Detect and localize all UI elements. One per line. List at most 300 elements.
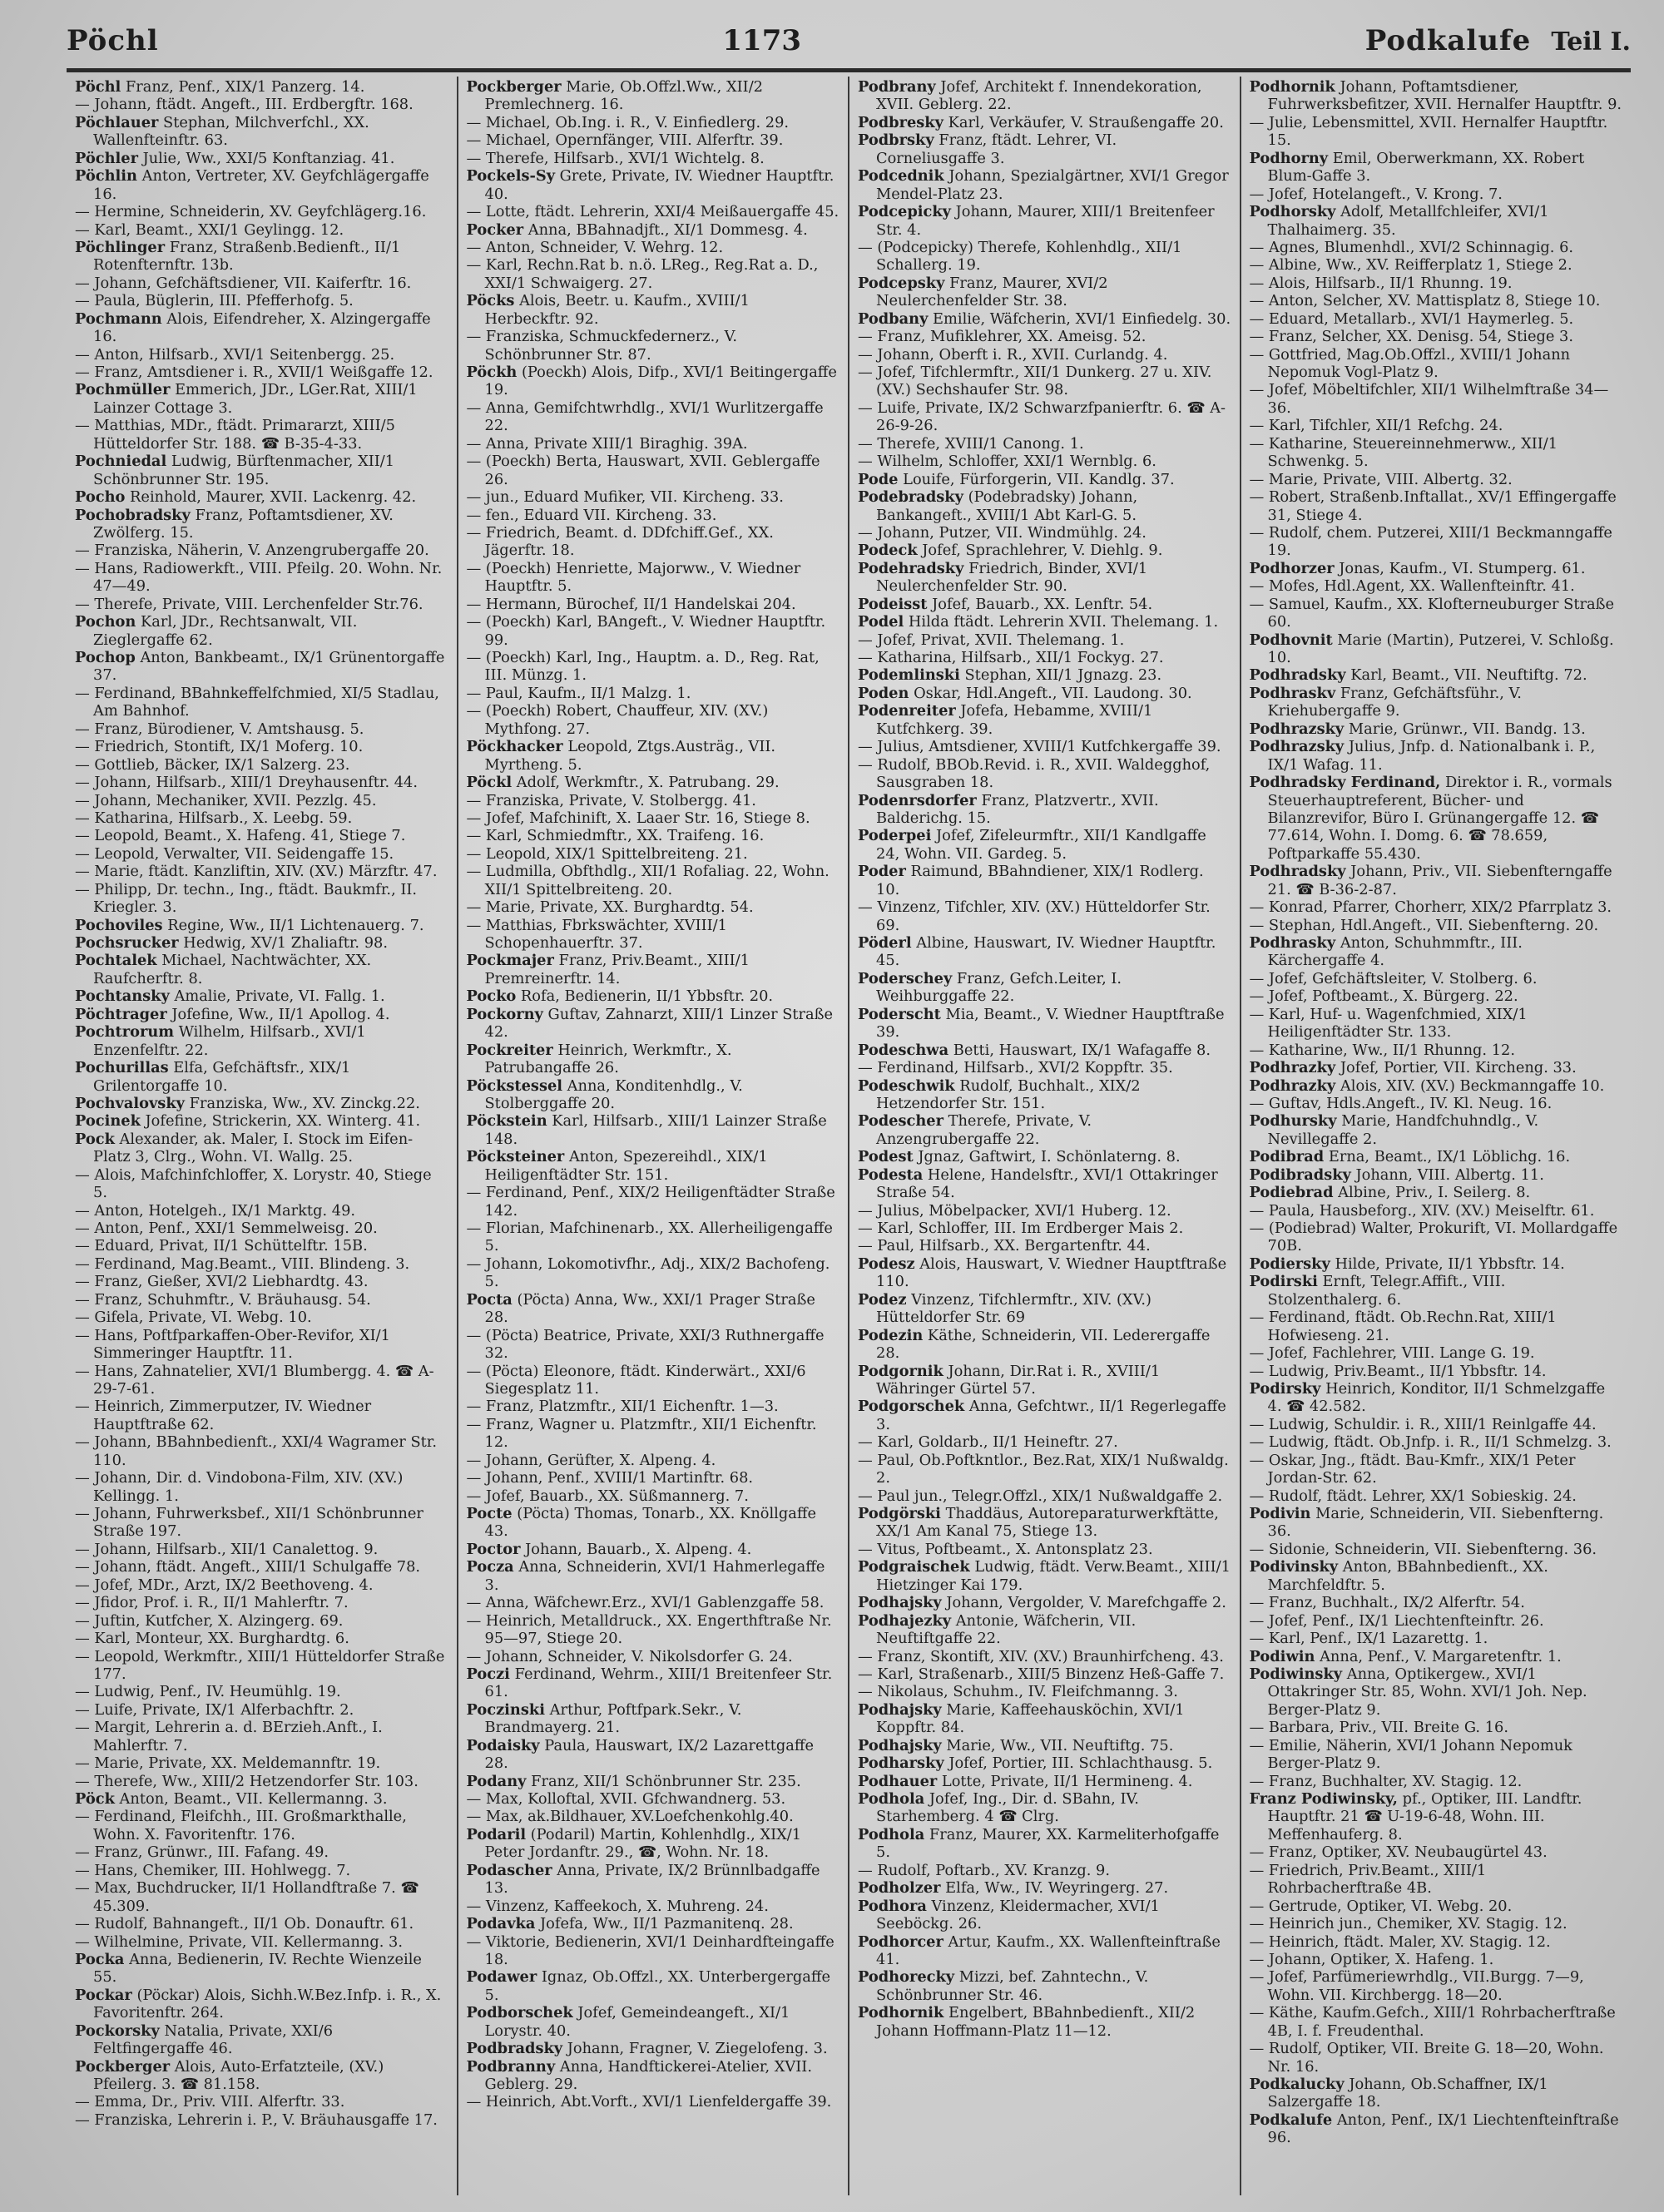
column-4: [1241, 77, 1632, 2195]
entry-surname: Pocza: [466, 1558, 514, 1576]
directory-entry: [467, 827, 840, 844]
entry-surname: Pochsrucker: [75, 934, 179, 952]
directory-entry: [1250, 114, 1623, 150]
entry-details: Anna, Optikergew., XVI/1 Ottakringer Str. 85, Wohn. XVI/1 Joh. Nep. Berger-Platz 9.: [1267, 1665, 1587, 1719]
entry-details: — Heinrich, Metalldruck., XX. Engerthftraße Nr. 95—97, Stiege 20.: [466, 1611, 832, 1648]
entry-details: Ferdinand, Wehrm., XIII/1 Breitenfeer Str. 61.: [484, 1665, 833, 1701]
entry-details: Karl, Hilfsarb., XIII/1 Lainzer Straße 148.: [484, 1112, 827, 1148]
entry-surname: Podcepicky: [858, 203, 951, 221]
entry-details: Adolf, Metallfchleifer, XVI/1 Thalhaimerg. 35.: [1267, 203, 1549, 239]
entry-details: — Heinrich, Zimmerputzer, IV. Wiedner Hauptftraße 62.: [75, 1398, 372, 1433]
directory-entry: [858, 898, 1231, 934]
entry-details: — Marie, Private, XX. Burghardtg. 54.: [466, 898, 754, 917]
directory-entry: [858, 1898, 1231, 1933]
entry-details: Vinzenz, Kleidermacher, XVI/1 Seeböckg. 26.: [876, 1897, 1160, 1933]
entry-surname: Podhradsky: [1249, 666, 1346, 685]
directory-entry: [467, 488, 840, 506]
entry-details: — Rudolf, chem. Putzerei, XIII/1 Beckmanngaffe 19.: [1249, 523, 1612, 560]
entry-details: Anton, Penf., IX/1 Liechtenfteinftraße 96.: [1267, 2111, 1619, 2147]
directory-entry: [858, 1433, 1231, 1451]
directory-entry: [467, 1469, 840, 1487]
directory-entry: [1250, 1433, 1623, 1451]
directory-entry: [858, 1202, 1231, 1220]
directory-entry: [858, 453, 1231, 470]
entry-details: Hedwig, XV/1 Zhaliaftr. 98.: [178, 934, 389, 952]
directory-entry: [75, 1309, 448, 1326]
directory-entry: [858, 1220, 1231, 1237]
directory-entry: [467, 560, 840, 596]
entry-details: Jofef, Portier, III. Schlachthausg. 5.: [943, 1754, 1213, 1773]
entry-details: — (Poeckh) Berta, Hauswart, XVII. Geblergaffe 26.: [466, 453, 820, 488]
entry-details: Jofef, Portier, VII. Kircheng. 33.: [1335, 1059, 1577, 1077]
directory-entry: [467, 649, 840, 685]
entry-details: (Pöcta) Anna, Ww., XXI/1 Prager Straße 28.: [484, 1290, 815, 1327]
directory-entry: [858, 596, 1231, 613]
directory-entry: [858, 1773, 1231, 1790]
entry-details: — Heinrich, Abt.Vorft., XVI/1 Lienfeldergaffe 39.: [466, 2093, 832, 2111]
entry-surname: Podgörski: [858, 1505, 941, 1522]
entry-details: — Anton, Hotelgeh., IX/1 Marktg. 49.: [75, 1201, 356, 1220]
directory-entry: [75, 827, 448, 844]
directory-entry: [75, 1915, 448, 1932]
directory-entry: [467, 1862, 840, 1898]
directory-entry: [1250, 1558, 1623, 1594]
directory-entry: [467, 1808, 840, 1825]
entry-details: Johann, Fragner, V. Ziegelofeng. 3.: [562, 2040, 828, 2058]
entry-surname: Poderpei: [858, 827, 932, 845]
directory-entry: [75, 1843, 448, 1861]
entry-surname: Podhajsky: [858, 1736, 942, 1754]
entry-details: — (Pöcta) Beatrice, Private, XXI/3 Ruthnergaffe 32.: [466, 1326, 825, 1363]
directory-entry: [75, 1273, 448, 1290]
directory-entry: [858, 1968, 1231, 2004]
entry-surname: Podhrasky: [1249, 934, 1336, 952]
entry-details: Anton, Schuhmmftr., III. Kärchergaffe 4.: [1267, 934, 1523, 970]
entry-details: Elfa, Ww., IV. Weyringerg. 27.: [940, 1879, 1169, 1898]
entry-details: — Nikolaus, Schuhm., IV. Fleifchmanng. 3.: [858, 1683, 1178, 1701]
entry-details: Antonie, Wäfcherin, VII. Neuftiftgaffe 22.: [876, 1611, 1137, 1648]
directory-entry: [75, 1505, 448, 1541]
directory-entry: [858, 1042, 1231, 1059]
entry-surname: Pode: [858, 470, 899, 488]
entry-details: Jofef, Sprachlehrer, V. Diehlg. 9.: [917, 542, 1163, 560]
entry-details: Oskar, Hdl.Angeft., VII. Laudong. 30.: [909, 684, 1192, 702]
directory-entry: [75, 1648, 448, 1684]
directory-entry: [858, 1148, 1231, 1165]
entry-surname: Podkalucky: [1249, 2076, 1345, 2093]
directory-entry: [1250, 275, 1623, 292]
directory-entry: [467, 435, 840, 453]
directory-entry: [467, 78, 840, 114]
directory-entry: [75, 1166, 448, 1202]
entry-details: Marie (Martin), Putzerei, V. Schloßg. 10.: [1267, 631, 1614, 666]
entry-details: — Franz, Skontift, XIV. (XV.) Braunhirfcheng. 43.: [858, 1647, 1224, 1665]
directory-entry: [1250, 1184, 1623, 1201]
directory-entry: [858, 1505, 1231, 1541]
entry-details: — Wilhelmine, Private, VII. Kellermanng. 3.: [75, 1932, 403, 1951]
entry-details: — Luife, Private, IX/1 Alferbachftr. 2.: [75, 1700, 354, 1719]
entry-surname: Podest: [858, 1148, 914, 1166]
directory-entry: [467, 1790, 840, 1808]
entry-surname: Podirski: [1249, 1273, 1318, 1291]
directory-entry: [467, 1112, 840, 1148]
directory-entry: [858, 756, 1231, 792]
entry-details: — Jofef, MDr., Arzt, IX/2 Beethoveng. 4.: [75, 1576, 374, 1594]
entry-surname: Pochop: [75, 649, 136, 666]
directory-entry: [1250, 150, 1623, 186]
directory-entry: [75, 1291, 448, 1309]
entry-surname: Pöchlin: [75, 167, 137, 186]
entry-surname: Podhornik: [858, 2004, 944, 2022]
directory-entry: [858, 631, 1231, 649]
entry-surname: Pöchtrager: [75, 1005, 167, 1023]
entry-details: — Friedrich, Beamt. d. DDfchiff.Gef., XX. Jägerftr. 18.: [466, 523, 774, 560]
directory-entry: [75, 167, 448, 203]
directory-entry: [1250, 720, 1623, 738]
directory-entry: [1250, 381, 1623, 417]
entry-details: Heinrich, Werkmftr., X. Patrubangaffe 26.: [484, 1041, 732, 1077]
directory-entry: [1250, 596, 1623, 631]
entry-details: Alois, Eifendreher, X. Alzingergaffe 16.: [93, 309, 431, 346]
directory-entry: [858, 1487, 1231, 1505]
entry-surname: Podhajsky: [858, 1594, 942, 1612]
entry-details: Erna, Beamt., IX/1 Löblichg. 16.: [1324, 1148, 1571, 1166]
entry-details: Jofef, Zifeleurmftr., XII/1 Kandlgaffe 24, Wohn. VII. Gardeg. 5.: [876, 827, 1206, 863]
entry-details: — Hermine, Schneiderin, XV. Geyfchlägerg.16.: [75, 203, 427, 221]
directory-entry: [1250, 2004, 1623, 2040]
directory-entry: [75, 863, 448, 880]
entry-surname: Pockreiter: [466, 1041, 553, 1059]
entry-details: Marie, Ww., VII. Neuftiftg. 75.: [941, 1736, 1174, 1754]
directory-entry: [858, 328, 1231, 345]
directory-entry: [467, 524, 840, 560]
entry-details: Franz, ftädt. Lehrer, VI. Corneliusgaffe 3.: [876, 131, 1117, 167]
entry-details: — Max, Kolloftal, XVII. Gfchwandnerg. 53.: [466, 1790, 786, 1808]
entry-surname: Pöckstein: [466, 1112, 547, 1131]
entry-details: Johann, Priv., VII. Siebenfterngaffe 21. ☎ B-36-2-87.: [1267, 863, 1612, 898]
entry-details: — (Poeckh) Henriette, Majorww., V. Wiedner Hauptftr. 5.: [466, 559, 801, 596]
directory-entry: [467, 613, 840, 649]
directory-entry: [1250, 1112, 1623, 1148]
entry-details: Emil, Oberwerkmann, XX. Robert Blum-Gaffe 3.: [1267, 149, 1585, 186]
entry-details: — Jofef, Tifchlermftr., XII/1 Dunkerg. 27 u. XIV. (XV.) Sechshaufer Str. 98.: [858, 364, 1212, 399]
entry-details: Alois, Beetr. u. Kaufm., XVIII/1 Herbeckftr. 92.: [484, 292, 750, 328]
directory-entry: [467, 1327, 840, 1363]
entry-surname: Pöchler: [75, 149, 138, 167]
entry-details: Marie, Handfchuhndlg., V. Nevillegaffe 2.: [1267, 1112, 1539, 1148]
directory-entry: [1250, 1006, 1623, 1042]
directory-entry: [858, 792, 1231, 828]
part-label: Teil I.: [1551, 27, 1631, 57]
entry-surname: Pöckh: [466, 364, 518, 381]
directory-entry: [858, 1754, 1231, 1772]
entry-surname: Pochmüller: [75, 381, 171, 399]
directory-entry: [1250, 1220, 1623, 1255]
directory-entry: [75, 2111, 448, 2129]
entry-details: Franz, Gefchäftsführ., V. Kriehubergaffe 9.: [1267, 684, 1522, 720]
entry-surname: Pöckhacker: [466, 738, 563, 756]
entry-details: — Matthias, MDr., ftädt. Primararzt, XIII/5 Hütteldorfer Str. 188. ☎ B-35-4-33.: [75, 417, 395, 453]
directory-entry: [467, 702, 840, 738]
directory-entry: [858, 203, 1231, 239]
entry-details: — Paul, Hilfsarb., XX. Bergartenftr. 44.: [858, 1237, 1151, 1255]
entry-details: Anton, BBahnbedienft., XX. Marchfeldftr. 5.: [1267, 1558, 1548, 1594]
entry-surname: Podirsky: [1249, 1379, 1321, 1398]
directory-entry: [858, 1683, 1231, 1700]
directory-entry: [467, 1701, 840, 1737]
entry-surname: Podhrazky: [1249, 1059, 1336, 1077]
directory-entry: [75, 917, 448, 934]
directory-entry: [858, 275, 1231, 310]
directory-entry: [858, 970, 1231, 1006]
directory-entry: [467, 203, 840, 220]
directory-entry: [858, 560, 1231, 596]
directory-entry: [858, 1790, 1231, 1826]
entry-surname: Pocta: [466, 1290, 513, 1309]
entry-details: — Mofes, Hdl.Agent, XX. Wallenfteinftr. 41.: [1249, 577, 1575, 596]
entry-details: — Marie, ftädt. Kanzliftin, XIV. (XV.) Märzftr. 47.: [75, 863, 438, 881]
directory-entry: [75, 381, 448, 417]
entry-details: — Jofef, Fachlehrer, VIII. Lange G. 19.: [1249, 1344, 1535, 1363]
directory-entry: [467, 1398, 840, 1415]
entry-details: — Therefe, Ww., XIII/2 Hetzendorfer Str. 103.: [75, 1772, 418, 1790]
entry-surname: Podhovnit: [1249, 631, 1333, 649]
entry-details: — Franz, Gießer, XVI/2 Liebhardtg. 43.: [75, 1273, 369, 1291]
entry-details: — Vinzenz, Tifchler, XIV. (XV.) Hütteldorfer Str. 69.: [858, 898, 1211, 934]
entry-details: — Viktorie, Bedienerin, XVI/1 Deinhardfteingaffe 18.: [466, 1932, 834, 1968]
directory-entry: [467, 1363, 840, 1398]
entry-details: — Jofef, Möbeltifchler, XII/1 Wilhelmftraße 34—36.: [1249, 381, 1609, 417]
entry-surname: Poder: [858, 863, 906, 881]
directory-entry: [75, 649, 448, 685]
directory-entry: [75, 809, 448, 827]
directory-entry: [858, 1166, 1231, 1202]
entry-details: — Hans, Radiowerkft., VIII. Pfeilg. 20. Wohn. Nr. 47—49.: [75, 559, 443, 596]
directory-entry: [467, 1220, 840, 1255]
entry-details: Michael, Nachtwächter, XX. Raufcherftr. 8.: [93, 952, 372, 987]
entry-details: Ludwig, Bürftenmacher, XII/1 Schönbrunner Str. 195.: [93, 453, 395, 488]
directory-entry: [467, 292, 840, 328]
entry-surname: Pockmajer: [466, 952, 554, 970]
entry-details: — Agnes, Blumenhdl., XVI/2 Schinnagig. 6.: [1249, 238, 1574, 256]
entry-details: — Franz, Optiker, XV. Neubaugürtel 43.: [1249, 1843, 1548, 1862]
directory-entry: [75, 2093, 448, 2111]
directory-entry: [858, 471, 1231, 488]
entry-surname: Pockar: [75, 1986, 132, 2004]
directory-entry: [467, 1505, 840, 1541]
directory-entry: [858, 666, 1231, 684]
directory-entry: [467, 131, 840, 149]
entry-details: — Ferdinand, Fleifchh., III. Großmarkthalle, Wohn. X. Favoritenftr. 176.: [75, 1808, 407, 1843]
entry-details: — Jofef, Mafchinift, X. Laaer Str. 16, Stiege 8.: [466, 809, 810, 827]
entry-details: Franz, XII/1 Schönbrunner Str. 235.: [526, 1772, 801, 1790]
entry-details: Elfa, Gefchäftsfr., XIX/1 Grilentorgaffe 10.: [93, 1059, 351, 1095]
entry-details: — Albine, Ww., XV. Reifferplatz 1, Stiege 2.: [1249, 256, 1572, 275]
entry-details: Alois, Hauswart, V. Wiedner Hauptftraße 110.: [876, 1254, 1227, 1291]
entry-details: — Franz, Bürodiener, V. Amtshausg. 5.: [75, 720, 364, 738]
entry-details: — Eduard, Metallarb., XVI/1 Haymerleg. 5.: [1249, 309, 1574, 328]
directory-entry: [858, 1665, 1231, 1683]
directory-entry: [1250, 1719, 1623, 1736]
entry-surname: Podhajsky: [858, 1700, 942, 1719]
directory-entry: [1250, 488, 1623, 524]
directory-entry: [467, 987, 840, 1005]
entry-details: — Anton, Selcher, XV. Mattisplatz 8, Stiege 10.: [1249, 292, 1601, 310]
entry-surname: Podhornik: [1249, 78, 1335, 96]
entry-details: — Michael, Opernfänger, VIII. Alferftr. 39.: [466, 131, 784, 150]
directory-entry: [75, 150, 448, 167]
directory-entry: [858, 1541, 1231, 1558]
column-3: [849, 77, 1241, 2195]
entry-details: — Anna, Private XIII/1 Biraghig. 39A.: [466, 434, 748, 453]
directory-entry: [858, 167, 1231, 203]
directory-entry: [858, 435, 1231, 453]
directory-entry: [1250, 1790, 1623, 1843]
entry-details: Grete, Private, IV. Wiedner Hauptftr. 40.: [484, 167, 834, 203]
entry-surname: Podgraischek: [858, 1558, 970, 1576]
directory-entry: [1250, 1505, 1623, 1541]
entry-surname: Podez: [858, 1290, 907, 1309]
entry-details: Julie, Ww., XXI/5 Konftanziag. 41.: [137, 149, 395, 167]
entry-details: Guftav, Zahnarzt, XIII/1 Linzer Straße 42.: [484, 1005, 834, 1042]
entry-details: Anton, Beamt., VII. Kellermanng. 3.: [114, 1790, 388, 1808]
directory-entry: [1250, 1095, 1623, 1112]
entry-details: Franz, Platzvertr., XVII. Balderichg. 15.: [876, 791, 1159, 827]
directory-entry: [467, 1915, 840, 1932]
directory-entry: [467, 399, 840, 435]
entry-details: Franz, Poftamtsdiener, XV. Zwölferg. 15.: [93, 506, 394, 542]
directory-entry: [467, 453, 840, 488]
directory-entry: [858, 1059, 1231, 1076]
entry-details: Heinrich, Konditor, II/1 Schmelzgaffe 4. ☎ 42.582.: [1267, 1379, 1606, 1416]
entry-details: — Ludwig, Penf., IV. Heumühlg. 19.: [75, 1683, 341, 1701]
entry-details: — Stephan, Hdl.Angeft., VII. Siebenfterng. 20.: [1249, 916, 1599, 934]
entry-surname: Podhorzer: [1249, 559, 1335, 577]
entry-surname: Podiwinsky: [1249, 1665, 1343, 1683]
column-2: [458, 77, 850, 2195]
entry-surname: Podhrazky: [1249, 1076, 1336, 1095]
directory-entry: [858, 2004, 1231, 2040]
directory-entry: [467, 1452, 840, 1469]
directory-entry: [1250, 2040, 1623, 2076]
directory-entry: [75, 1987, 448, 2022]
directory-entry: [858, 1558, 1231, 1594]
directory-entry: [75, 292, 448, 309]
directory-entry: [1250, 186, 1623, 203]
directory-entry: [1250, 666, 1623, 684]
directory-entry: [75, 96, 448, 113]
directory-entry: [1250, 524, 1623, 560]
entry-details: — Robert, Straßenb.Inftallat., XV/1 Effingergaffe 31, Stiege 4.: [1249, 488, 1617, 524]
entry-surname: Podbrany: [858, 78, 936, 96]
entry-details: — Julius, Möbelpacker, XVI/1 Huberg. 12.: [858, 1201, 1171, 1220]
directory-entry: [1250, 1059, 1623, 1076]
directory-entry: [467, 2093, 840, 2111]
entry-details: Louife, Fürforgerin, VII. Kandlg. 37.: [898, 470, 1175, 488]
entry-surname: Podiebrad: [1249, 1184, 1334, 1202]
entry-details: — Franz, Mufiklehrer, XX. Ameisg. 52.: [858, 328, 1146, 346]
directory-entry: [75, 1255, 448, 1273]
directory-entry: [467, 898, 840, 916]
directory-entry: [75, 1879, 448, 1915]
directory-entry: [858, 1327, 1231, 1363]
entry-surname: Podhola: [858, 1790, 925, 1808]
entry-details: — Vinzenz, Kaffeekoch, X. Muhreng. 24.: [466, 1897, 769, 1915]
entry-surname: Pochon: [75, 613, 136, 631]
directory-entry: [467, 328, 840, 364]
page-number: 1173: [722, 24, 802, 57]
entry-surname: Podhorecky: [858, 1968, 955, 1987]
entry-details: — Therefe, Hilfsarb., XVI/1 Wichtelg. 8.: [466, 149, 765, 167]
directory-entry: [75, 774, 448, 791]
directory-entry: [858, 1398, 1231, 1433]
entry-details: — Hans, Zahnatelier, XVI/1 Blumbergg. 4. ☎ A-29-7-61.: [75, 1362, 434, 1398]
entry-details: Jofefine, Ww., II/1 Apollog. 4.: [166, 1005, 390, 1023]
entry-details: Albine, Priv., I. Seilerg. 8.: [1333, 1184, 1531, 1202]
entry-details: — Johann, Fuhrwerksbef., XII/1 Schönbrunner Straße 197.: [75, 1505, 423, 1541]
entry-surname: Podholzer: [858, 1879, 941, 1898]
directory-entry: [1250, 738, 1623, 774]
directory-entry: [75, 1363, 448, 1398]
directory-entry: [1250, 256, 1623, 274]
entry-details: — Barbara, Priv., VII. Breite G. 16.: [1249, 1719, 1508, 1737]
directory-entry: [1250, 1843, 1623, 1861]
entry-details: — Michael, Ob.Ing. i. R., V. Einfiedlerg. 29.: [466, 113, 790, 131]
entry-details: — Emma, Dr., Priv. VIII. Alferftr. 33.: [75, 2093, 345, 2111]
entry-surname: Podezin: [858, 1326, 924, 1344]
directory-entry: [858, 1077, 1231, 1113]
directory-entry: [858, 346, 1231, 364]
entry-details: — Jofef, Privat, XVII. Thelemang. 1.: [858, 631, 1125, 649]
directory-entry: [1250, 1452, 1623, 1487]
entry-details: — Karl, Huf- u. Wagenfchmied, XIX/1 Heiligenftädter Str. 133.: [1249, 1005, 1528, 1042]
directory-entry: [858, 702, 1231, 738]
entry-details: — Franz, Selcher, XX. Denisg. 54, Stiege 3.: [1249, 328, 1574, 346]
entry-details: Alexander, ak. Maler, I. Stock im Eifen-Platz 3, Clrg., Wohn. VI. Wallg. 25.: [93, 1130, 414, 1166]
entry-surname: Podenrsdorfer: [858, 791, 977, 809]
directory-entry: [75, 1790, 448, 1808]
entry-details: Karl, Beamt., VII. Neuftiftg. 72.: [1345, 666, 1587, 685]
entry-details: — Gifela, Private, VI. Webg. 10.: [75, 1309, 312, 1327]
directory-entry: [467, 845, 840, 863]
entry-surname: Podavka: [466, 1915, 536, 1933]
entry-surname: Podel: [858, 613, 904, 631]
entry-surname: Podescher: [858, 1112, 943, 1131]
entry-details: Amalie, Private, VI. Fallg. 1.: [169, 987, 385, 1006]
entry-details: — Johann, Dir. d. Vindobona-Film, XIV. (XV.) Kellingg. 1.: [75, 1469, 404, 1505]
directory-entry: [467, 1737, 840, 1773]
entry-details: — Rudolf, Poftarb., XV. Kranzg. 9.: [858, 1861, 1110, 1879]
entry-surname: Pocho: [75, 488, 126, 507]
directory-entry: [1250, 1487, 1623, 1505]
directory-entry: [75, 1630, 448, 1647]
entry-details: — Lotte, ftädt. Lehrerin, XXI/4 Meißauergaffe 45.: [466, 203, 839, 221]
entry-details: — Friedrich, Priv.Beamt., XIII/1 Rohrbacherftraße 4B.: [1249, 1861, 1487, 1898]
directory-entry: [75, 1701, 448, 1719]
directory-entry: [1250, 1202, 1623, 1220]
entry-details: — Käthe, Kaufm.Gefch., XIII/1 Rohrbacherftraße 4B, I. f. Freudenthal.: [1249, 2004, 1616, 2040]
directory-entry: [858, 114, 1231, 131]
directory-entry: [1250, 1541, 1623, 1558]
entry-details: Johann, Poftamtsdiener, Fuhrwerksbefitzer, XVII. Hernalfer Hauptftr. 9.: [1267, 78, 1622, 114]
directory-entry: [467, 1826, 840, 1862]
entry-surname: Podhursky: [1249, 1112, 1337, 1131]
directory-entry: [858, 131, 1231, 167]
entry-details: — Rudolf, ftädt. Lehrer, XX/1 Sobieskig. 24.: [1249, 1487, 1577, 1505]
entry-details: — Ludwig, ftädt. Ob.Jnfp. i. R., II/1 Schmelzg. 3.: [1249, 1433, 1612, 1452]
entry-details: — Anton, Penf., XXI/1 Semmelweisg. 20.: [75, 1220, 378, 1237]
entry-surname: Poderschey: [858, 969, 953, 987]
